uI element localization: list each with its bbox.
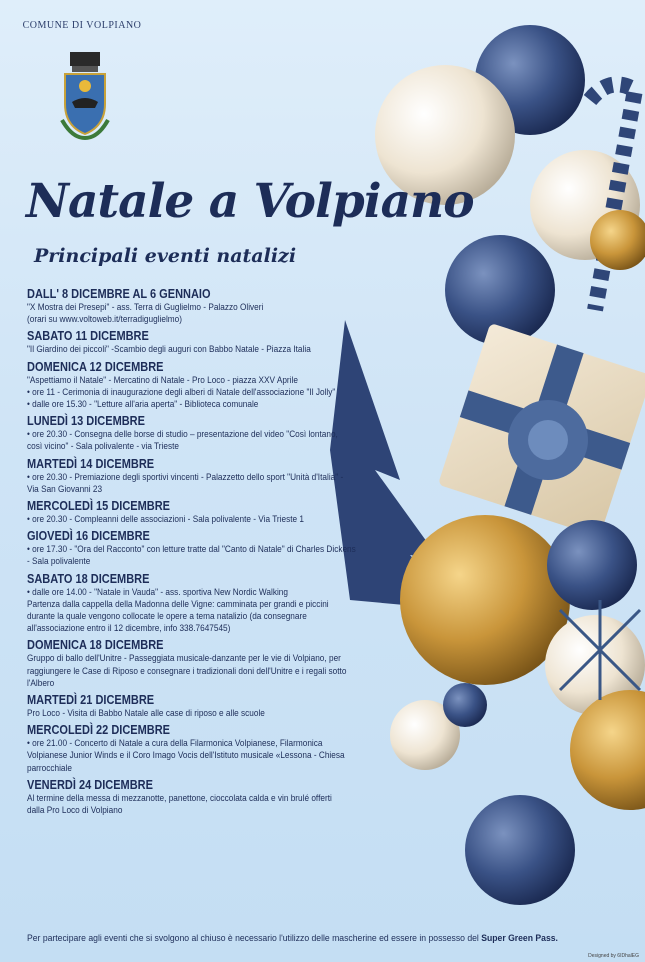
navy-ornament (443, 683, 487, 727)
municipal-crest (22, 20, 142, 170)
footer-note: Per partecipare agli eventi che si svolgono al chiuso è necessario l'utilizzo delle mascherine ed essere in possesso del Super Green Pass. (27, 932, 558, 943)
event-date-heading: DOMENICA 18 DICEMBRE (27, 638, 164, 653)
event-date-heading: DALL' 8 DICEMBRE AL 6 GENNAIO (27, 287, 211, 301)
event-description-line: Pro Loco - Visita di Babbo Natale alle case di riposo e alle scuole (27, 708, 265, 720)
event-item (27, 778, 372, 817)
event-description-line: "X Mostra dei Presepi" - ass. Terra di Guglielmo - Palazzo Oliveri (27, 302, 264, 313)
event-description-line: l'Albero (27, 677, 55, 689)
event-item (27, 414, 372, 453)
event-description-line: - Sala polivalente (27, 556, 91, 568)
event-date-heading: MARTEDÌ 14 DICEMBRE (27, 456, 155, 471)
event-description-line: • dalle ore 15.30 - "Letture all'aria aperta" - Biblioteca comunale (27, 399, 259, 411)
event-date-heading: SABATO 18 DICEMBRE (27, 571, 150, 586)
event-description-line: • ore 20.30 - Consegna delle borse di studio – presentazione del video "Così lontano, (27, 429, 338, 441)
event-description-line: • ore 20.30 - Compleanni delle associazioni - Sala polivalente - Via Trieste 1 (27, 514, 305, 526)
coat-of-arms-icon (60, 50, 110, 140)
event-item (27, 457, 372, 496)
event-item (27, 287, 372, 326)
event-description-line: • ore 11 - Cerimonia di inaugurazione degli alberi di Natale dell'associazione "Il Jolly" (27, 386, 336, 398)
event-description-line: • ore 17.30 - "Ora del Racconto" con letture tratte dal "Canto di Natale" di Charles Dickens (27, 544, 356, 556)
event-item (27, 572, 372, 636)
event-description-line: Al termine della messa di mezzanotte, panettone, cioccolata calda e vin brulé offerti (27, 792, 332, 804)
event-description-line: (orari su www.voltoweb.it/terradiguglielmo) (27, 314, 182, 326)
event-description-line: Partenza dalla cappella della Madonna delle Vigne: camminata per grandi e piccini (27, 598, 329, 610)
gold-ornament (400, 515, 570, 685)
event-description-line: all'associazione entro il 12 dicembre, info 338.7647545) (27, 623, 231, 635)
christmas-decoration (330, 0, 645, 962)
gift-box (438, 323, 645, 537)
event-description-line: Volpianese Junior Winds e il Coro Imago Vocis dell'Istituto musicale «Lessona - Chiesa (27, 750, 345, 762)
event-date-heading: MERCOLEDÌ 22 DICEMBRE (27, 723, 171, 738)
event-item (27, 499, 372, 526)
event-description-line: parrocchiale (27, 762, 72, 774)
event-date-heading: VENERDÌ 24 DICEMBRE (27, 777, 153, 792)
event-description-line: raggiungere le Case di Riposo e consegnare i tradizionali doni dell'Unitre e i regali sotto (27, 665, 347, 677)
event-description-line: • dalle ore 14.00 - "Natale in Vauda" - ass. sportiva New Nordic Walking (27, 586, 288, 598)
navy-ornament (465, 795, 575, 905)
designer-credit: Designed by 6IDhalEG (588, 953, 639, 959)
events-list (27, 287, 372, 820)
event-description-line: • ore 20.30 - Premiazione degli sportivi vincenti - Palazzetto dello sport "Unità d'Italia" - (27, 471, 344, 483)
event-description-line: Gruppo di ballo dell'Unitre - Passeggiata musicale-danzante per le vie di Volpiano, per (27, 653, 341, 665)
event-description-line: dalla Pro Loco di Volpiano (27, 805, 123, 817)
page-title: Natale a Volpiano (26, 174, 474, 229)
event-date-heading: MERCOLEDÌ 15 DICEMBRE (27, 499, 171, 514)
event-item (27, 723, 372, 775)
event-description-line: durante la quale vengono collocate le opere a tema natalizio (da consegnare (27, 611, 307, 623)
event-item (27, 693, 372, 720)
event-item (27, 329, 372, 356)
event-description-line: • ore 21.00 - Concerto di Natale a cura della Filarmonica Volpianese, Filarmonica (27, 738, 323, 750)
comune-label: COMUNE DI VOLPIANO (22, 20, 142, 31)
event-description-line: così vicino" - Sala polivalente - via Trieste (27, 441, 179, 453)
event-item (27, 360, 372, 412)
event-item (27, 638, 372, 690)
event-date-heading: MARTEDÌ 21 DICEMBRE (27, 693, 155, 708)
event-date-heading: DOMENICA 12 DICEMBRE (27, 359, 164, 374)
event-description-line: "Aspettiamo il Natale" - Mercatino di Natale - Pro Loco - piazza XXV Aprile (27, 374, 298, 386)
event-date-heading: GIOVEDÌ 16 DICEMBRE (27, 529, 150, 544)
event-description-line: "Il Giardino dei piccoli" -Scambio degli auguri con Babbo Natale - Piazza Italia (27, 344, 311, 356)
event-description-line: Via San Giovanni 23 (27, 483, 103, 495)
event-date-heading: LUNEDÌ 13 DICEMBRE (27, 414, 145, 429)
event-date-heading: SABATO 11 DICEMBRE (27, 329, 149, 344)
event-item (27, 529, 372, 568)
page-subtitle: Principali eventi natalizi (34, 245, 297, 267)
navy-ornament (547, 520, 637, 610)
